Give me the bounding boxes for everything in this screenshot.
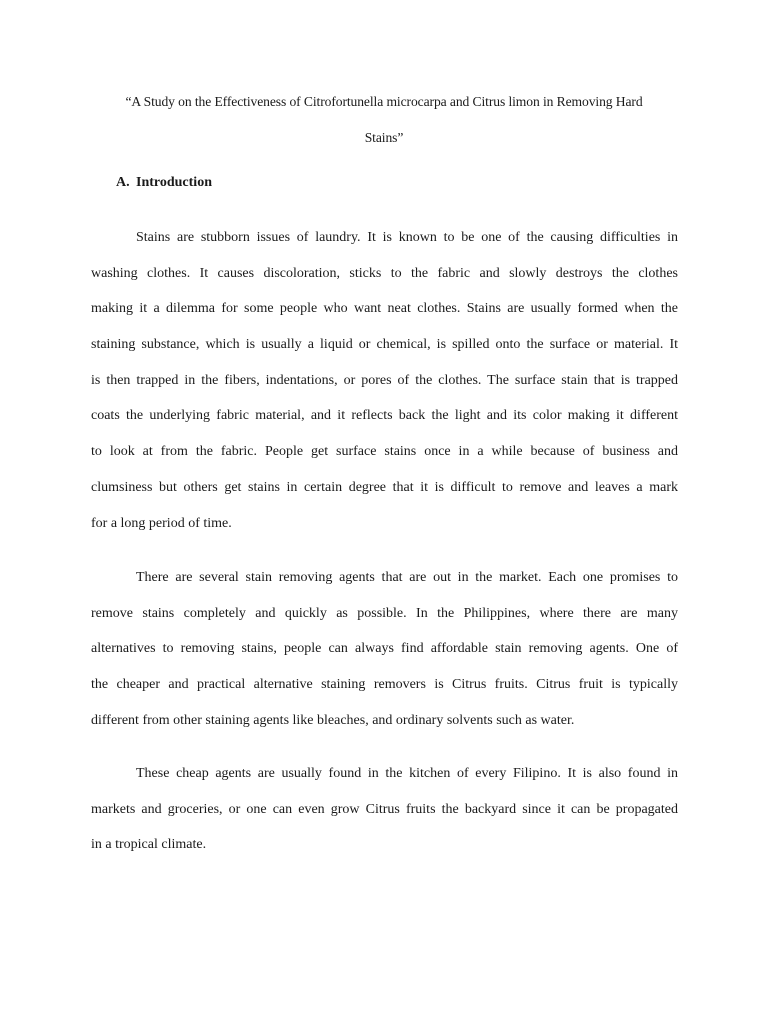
paragraph-line: coats the underlying fabric material, and it reflects back the light and its color making it different [91, 408, 678, 424]
paragraph-line: to look at from the fabric. People get surface stains once in a while because of business and [91, 444, 678, 460]
paragraph-line: There are several stain removing agents that are out in the market. Each one promises to [136, 570, 678, 585]
paragraph-line: is then trapped in the fibers, indentations, or pores of the clothes. The surface stain that is trapped [91, 372, 678, 388]
paragraph-2 [91, 560, 678, 738]
document-title [60, 84, 708, 156]
paragraph-line: These cheap agents are usually found in the kitchen of every Filipino. It is also found in [136, 766, 678, 781]
paragraph-line: in a tropical climate. [91, 837, 207, 853]
title-line-1: “A Study on the Effectiveness of Citrofortunella microcarpa and Citrus limon in Removing Hard [125, 94, 643, 109]
paragraph-line: Stains are stubborn issues of laundry. It is known to be one of the causing difficulties in [136, 230, 678, 245]
paragraph-line: washing clothes. It causes discoloration, sticks to the fabric and slowly destroys the clothes [91, 265, 678, 281]
paragraph-3 [91, 756, 678, 863]
section-heading [116, 173, 212, 193]
paragraph-line: alternatives to removing stains, people can always find affordable stain removing agents. One of [91, 641, 678, 657]
section-label: Introduction [136, 175, 212, 190]
paragraph-line: for a long period of time. [91, 515, 232, 531]
paragraph-line: making it a dilemma for some people who want neat clothes. Stains are usually formed when the [91, 301, 678, 317]
paragraph-line: remove stains completely and quickly as possible. In the Philippines, where there are many [91, 605, 678, 621]
paragraph-line: different from other staining agents like bleaches, and ordinary solvents such as water. [91, 712, 575, 728]
section-number: A. [116, 175, 130, 190]
paragraph-line: staining substance, which is usually a liquid or chemical, is spilled onto the surface or material. It [91, 337, 678, 353]
paragraph-line: markets and groceries, or one can even grow Citrus fruits the backyard since it can be propagated [91, 801, 678, 817]
title-line-2: Stains” [364, 130, 404, 145]
paragraph-1 [91, 220, 678, 541]
paragraph-line: clumsiness but others get stains in certain degree that it is difficult to remove and leaves a mark [91, 479, 678, 495]
paragraph-line: the cheaper and practical alternative staining removers is Citrus fruits. Citrus fruit is typically [91, 677, 678, 693]
